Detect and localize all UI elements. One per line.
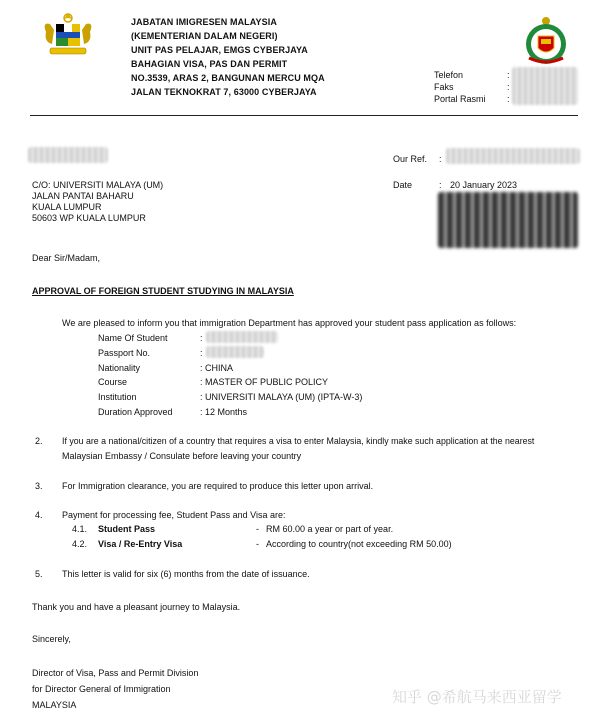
fax-label: Faks [434,82,454,92]
date-colon: : [439,180,442,190]
signature-line-2: for Director General of Immigration [32,684,171,694]
sincerely: Sincerely, [32,634,71,644]
detail-label-duration: Duration Approved [98,407,173,417]
signature-line-3: MALAYSIA [32,700,77,710]
intro-paragraph: We are pleased to inform you that immigration Department has approved your student pass application as follows: [62,318,517,328]
our-ref-label: Our Ref. [393,154,428,164]
fee-dash-visa: - [256,539,259,549]
watermark-text: 知乎 @希航马来西亚留学 [392,688,562,706]
date-value: 20 January 2023 [450,180,518,190]
detail-value-duration: : 12 Months [200,407,248,417]
fee-name-visa: Visa / Re-Entry Visa [98,539,183,549]
detail-label-name: Name Of Student [98,333,168,343]
recipient-line-1: C/O: UNIVERSITI MALAYA (UM) [32,180,164,190]
portal-colon: : [507,94,510,104]
redacted-contacts [512,67,578,105]
item-number-2: 2. [35,436,43,446]
portal-label: Portal Rasmi [434,94,486,104]
redacted-passport [206,346,264,358]
coat-of-arms-logo [40,10,96,60]
salutation: Dear Sir/Madam, [32,253,101,263]
detail-value-course: : MASTER OF PUBLIC POLICY [200,377,329,387]
phone-colon: : [507,70,510,80]
redacted-stamp [438,192,578,248]
fee-number-student-pass: 4.1. [72,524,88,534]
detail-value-institution: : UNIVERSITI MALAYA (UM) (IPTA-W-3) [200,392,363,402]
ministry-name: (KEMENTERIAN DALAM NEGERI) [131,31,278,41]
redacted-name [206,331,278,343]
agency-name: JABATAN IMIGRESEN MALAYSIA [131,17,277,27]
letter-subject: APPROVAL OF FOREIGN STUDENT STUDYING IN MALAYSIA [32,286,294,296]
detail-label-course: Course [98,377,128,387]
recipient-line-4: 50603 WP KUALA LUMPUR [32,213,146,223]
fee-name-student-pass: Student Pass [98,524,156,534]
address-line-1: NO.3539, ARAS 2, BANGUNAN MERCU MQA [131,73,325,83]
closing-remark: Thank you and have a pleasant journey to Malaysia. [32,602,241,612]
detail-value-name: : [200,333,203,343]
immigration-badge-logo [523,14,569,68]
header-divider [30,115,578,116]
detail-label-nationality: Nationality [98,363,141,373]
item-2-line-1: If you are a national/citizen of a country that requires a visa to enter Malaysia, kindly make such application at the nearest [62,436,535,446]
redacted-ref-number [446,148,580,164]
item-number-5: 5. [35,569,43,579]
redacted-ref-left [28,147,108,163]
detail-label-passport: Passport No. [98,348,151,358]
address-line-2: JALAN TEKNOKRAT 7, 63000 CYBERJAYA [131,87,317,97]
recipient-line-3: KUALA LUMPUR [32,202,102,212]
fee-number-visa: 4.2. [72,539,88,549]
fax-colon: : [507,82,510,92]
phone-label: Telefon [434,70,464,80]
signature-line-1: Director of Visa, Pass and Permit Division [32,668,199,678]
detail-label-institution: Institution [98,392,137,402]
detail-value-passport: : [200,348,203,358]
fee-value-visa: According to country(not exceeding RM 50.00) [266,539,452,549]
item-5-text: This letter is valid for six (6) months from the date of issuance. [62,569,310,579]
recipient-line-2: JALAN PANTAI BAHARU [32,191,134,201]
our-ref-colon: : [439,154,442,164]
detail-value-nationality: : CHINA [200,363,234,373]
item-3-text: For Immigration clearance, you are required to produce this letter upon arrival. [62,481,374,491]
fee-dash-student-pass: - [256,524,259,534]
item-number-4: 4. [35,510,43,520]
division-name: BAHAGIAN VISA, PAS DAN PERMIT [131,59,288,69]
item-4-text: Payment for processing fee, Student Pass and Visa are: [62,510,286,520]
date-label: Date [393,180,413,190]
item-2-line-2: Malaysian Embassy / Consulate before leaving your country [62,451,302,461]
fee-value-student-pass: RM 60.00 a year or part of year. [266,524,394,534]
item-number-3: 3. [35,481,43,491]
unit-name: UNIT PAS PELAJAR, EMGS CYBERJAYA [131,45,308,55]
